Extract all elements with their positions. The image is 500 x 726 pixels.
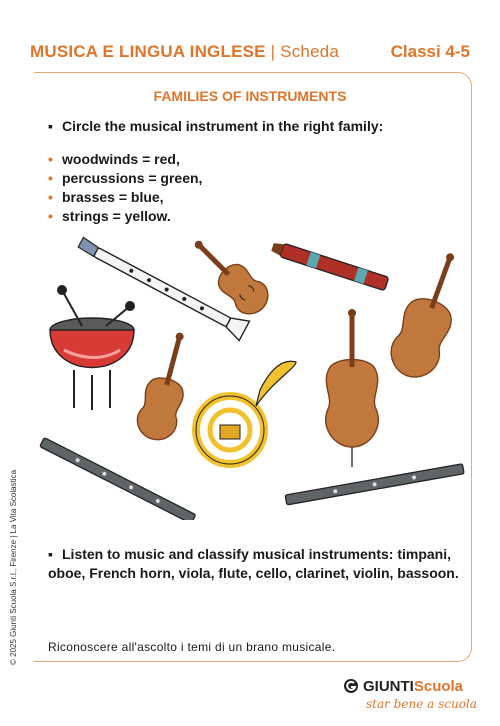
instruments-illustration [34, 230, 471, 520]
instruction-text: Circle the musical instrument in the right family: [62, 118, 384, 134]
logo-wordmark [363, 678, 463, 695]
bassoon-icon [270, 240, 388, 290]
french-horn-icon [196, 361, 296, 464]
listen-text: Listen to music and classify musical instruments: timpani, oboe, French horn, viola, flute, cello, clarinet, violin, bassoon. [48, 546, 459, 581]
page-header [30, 42, 470, 72]
color-rule [48, 150, 202, 169]
double-bass-icon [384, 245, 471, 384]
color-rule-percussions: percussions = green, [62, 170, 203, 186]
header-separator: | [270, 42, 276, 61]
logo-brand: GIUNTI [363, 678, 414, 695]
logo-tagline: star bene a scuola [366, 697, 477, 711]
timpani-icon [50, 285, 135, 410]
cello-icon [326, 309, 379, 467]
bullet-dot: • [48, 170, 53, 186]
bullet-dot: • [48, 189, 53, 205]
color-rule [48, 169, 202, 188]
square-bullet: ▪ [48, 118, 53, 134]
worksheet-title: FAMILIES OF INSTRUMENTS [153, 88, 347, 104]
flute-icon [285, 464, 464, 505]
subject-title: MUSICA E LINGUA INGLESE [30, 42, 266, 61]
giunti-logo [343, 678, 477, 718]
color-rule-strings: strings = yellow. [62, 208, 171, 224]
color-legend [48, 150, 202, 226]
giunti-g-icon [343, 678, 359, 694]
square-bullet: ▪ [48, 546, 53, 562]
copyright-notice: © 2025 Giunti Scuola S.r.l., Firenze | La Vita Scolastica [9, 469, 18, 665]
header-subtitle: Scheda [280, 42, 340, 61]
bullet-dot: • [48, 208, 53, 224]
viola-icon [133, 328, 200, 444]
oboe-icon [40, 438, 196, 520]
class-level: Classi 4-5 [390, 42, 470, 61]
instruction-listen [48, 545, 463, 583]
color-rule [48, 207, 202, 226]
learning-objective: Riconoscere all'ascolto i temi di un brano musicale. [48, 640, 336, 654]
logo-brand-accent: Scuola [413, 678, 464, 695]
instruction-circle [48, 118, 383, 134]
bullet-dot: • [48, 151, 53, 167]
color-rule-brasses: brasses = blue, [62, 189, 164, 205]
header-title [30, 42, 339, 62]
color-rule [48, 188, 202, 207]
color-rule-woodwinds: woodwinds = red, [62, 151, 180, 167]
